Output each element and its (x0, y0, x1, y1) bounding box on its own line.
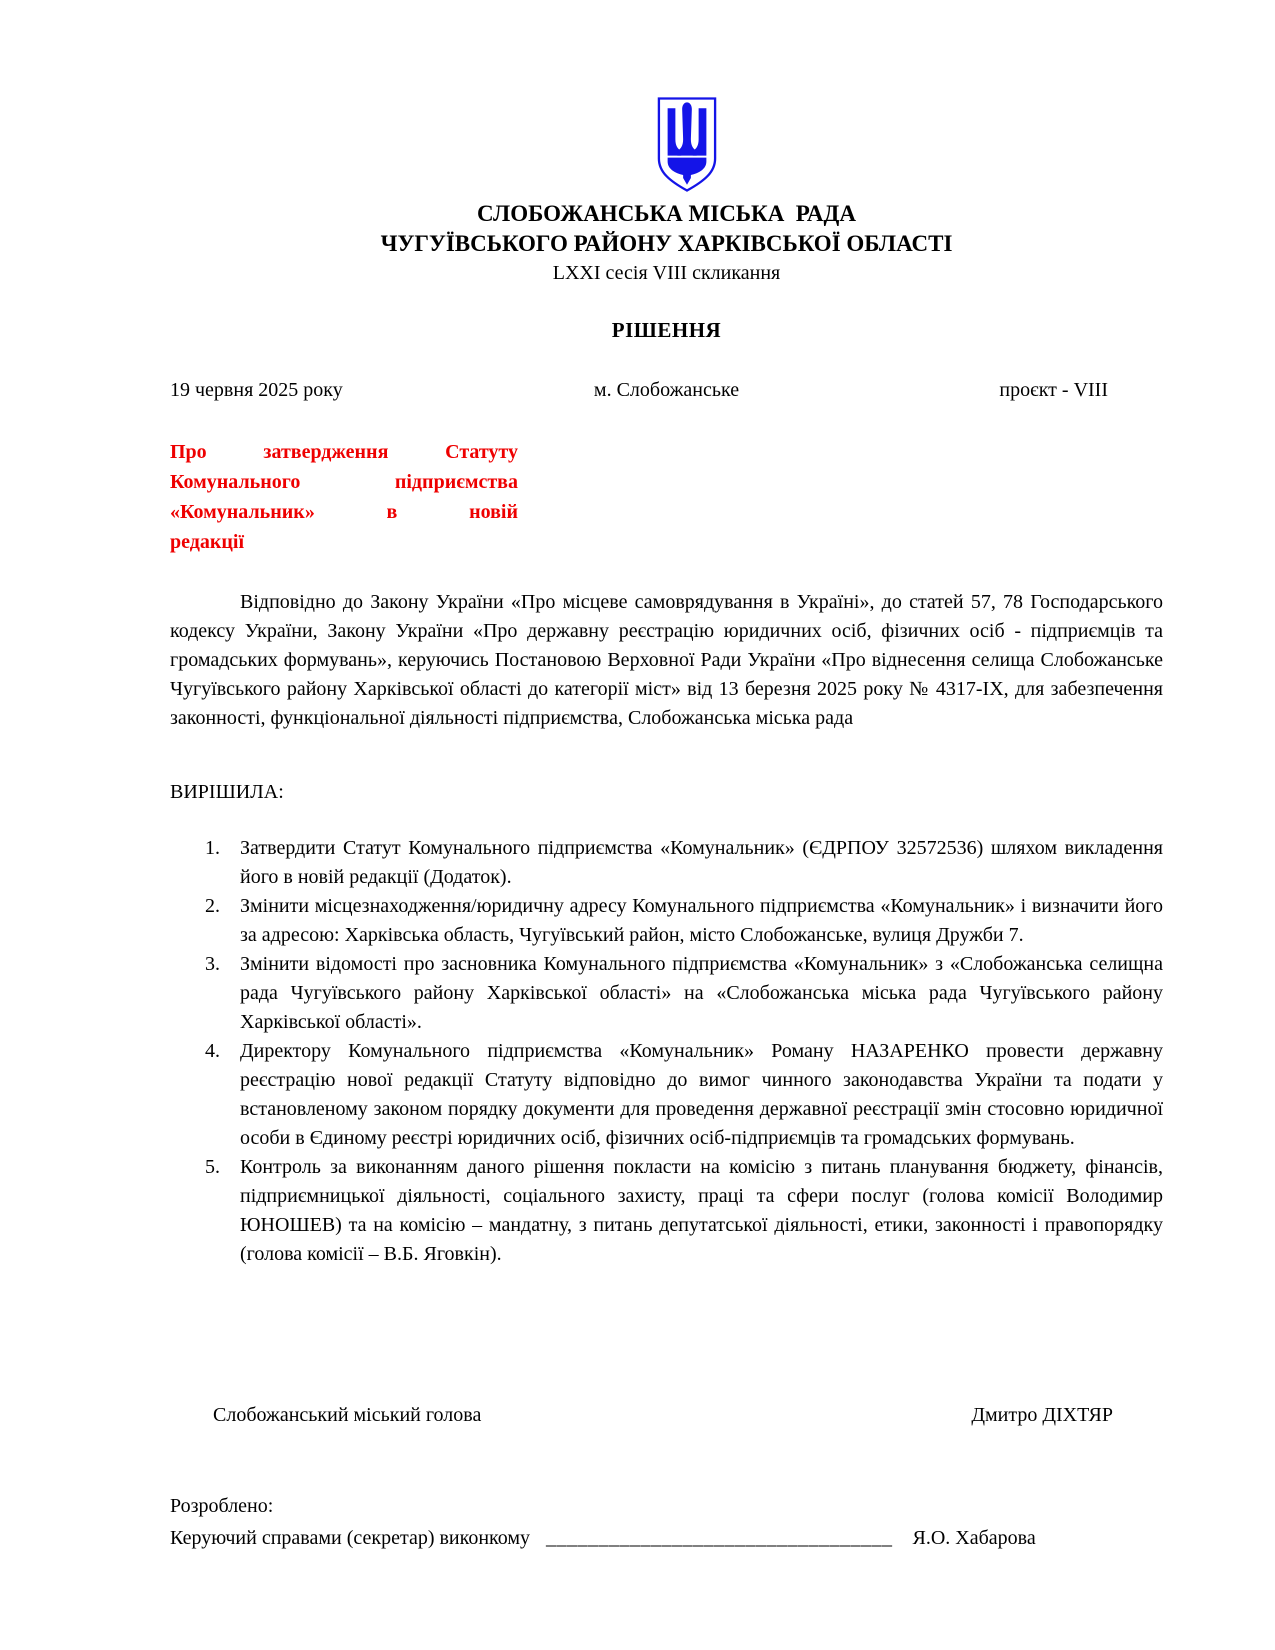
organization-name-line2: ЧУГУЇВСЬКОГО РАЙОНУ ХАРКІВСЬКОЇ ОБЛАСТІ (380, 231, 953, 256)
item-text: Змінити відомості про засновника Комунального підприємства «Комунальник» з «Слобожанська селищна рада Чугуївського району Харківської області» на «Слобожанська міська рада Чугуївського району Харківської області». (240, 953, 1163, 1033)
item-number: 5. (205, 1156, 220, 1178)
document-content (170, 95, 1163, 1554)
secretary-signature-row (170, 1522, 1163, 1554)
subject-block (170, 437, 518, 557)
document-type-title: РІШЕННЯ (611, 318, 722, 342)
emblem-container (170, 95, 1163, 199)
decision-item-4 (170, 1037, 1163, 1153)
resolved-label: ВИРІШИЛА: (170, 781, 284, 803)
item-number: 2. (205, 895, 220, 917)
organization-name-line1: СЛОБОЖАНСЬКА МІСЬКА РАДА (477, 201, 856, 226)
mayor-title: Слобожанський міський голова (213, 1404, 482, 1426)
item-text: Директору Комунального підприємства «Комунальник» Роману НАЗАРЕНКО провести державну реєстрацію нової редакції Статуту відповідно до вимог чинного законодавства України та подати у встановленому законом порядку документи для проведення державної реєстрації змін стосовно юридичної особи в Єдиному реєстрі юридичних осіб, фізичних осіб-підприємців та громадських формувань. (240, 1040, 1163, 1149)
item-text: Затвердити Статут Комунального підприємства «Комунальник» (ЄДРПОУ 32572536) шляхом викладення його в новій редакції (Додаток). (240, 837, 1163, 888)
document-draft-label: проєкт - VIII (999, 379, 1108, 401)
item-text: Змінити місцезнаходження/юридичну адресу Комунального підприємства «Комунальник» і визначити його за адресою: Харківська область, Чугуївський район, місто Слобожанське, вулиця Дружби 7. (240, 895, 1163, 946)
item-number: 3. (205, 953, 220, 975)
decision-item-5 (170, 1153, 1163, 1269)
decision-item-3 (170, 950, 1163, 1037)
preamble-paragraph: Відповідно до Закону України «Про місцеве самоврядування в Україні», до статей 57, 78 Господарського кодексу України, Закону України «Про державну реєстрацію юридичних осіб, фізичних осіб - підприємців та громадських формувань», керуючись Постановою Верховної Ради України «Про віднесення селища Слобожанське Чугуївського району Харківської області до категорії міст» від 13 березня 2025 року № 4317-IX, для забезпечення законності, функціональної діяльності підприємства, Слобожанська міська рада (170, 591, 1163, 729)
document-place: м. Слобожанське (593, 379, 740, 401)
subject-line: Про затвердження Статуту (170, 441, 518, 463)
signature-line: _________________________________ (546, 1527, 893, 1549)
mayor-signature-row (170, 1401, 1163, 1430)
item-number: 1. (205, 837, 220, 859)
document-date: 19 червня 2025 року (170, 379, 343, 401)
session-line: LXXI сесія VIII скликання (552, 262, 781, 284)
decision-item-1 (170, 834, 1163, 892)
secretary-name: Я.О. Хабарова (912, 1527, 1036, 1549)
decision-item-2 (170, 892, 1163, 950)
ukraine-trident-shield-icon (656, 95, 718, 195)
subject-line: Комунального підприємства (170, 471, 518, 493)
item-text: Контроль за виконанням даного рішення покласти на комісію з питань планування бюджету, фінансів, підприємницької діяльності, соціального захисту, праці та сфери послуг (голова комісії Володимир ЮНОШЕВ) та на комісію – мандатну, з питань депутатської діяльності, етики, законності і правопорядку (голова комісії – В.Б. Яговкін). (240, 1156, 1163, 1265)
subject-line: редакції (170, 531, 245, 553)
mayor-name: Дмитро ДІХТЯР (971, 1404, 1113, 1426)
developed-label: Розроблено: (170, 1495, 274, 1517)
meta-row (170, 379, 1163, 407)
secretary-title: Керуючий справами (секретар) виконкому (170, 1527, 531, 1549)
decision-items-list (170, 834, 1163, 1269)
subject-line: «Комунальник» в новій (170, 501, 518, 523)
item-number: 4. (205, 1040, 220, 1062)
